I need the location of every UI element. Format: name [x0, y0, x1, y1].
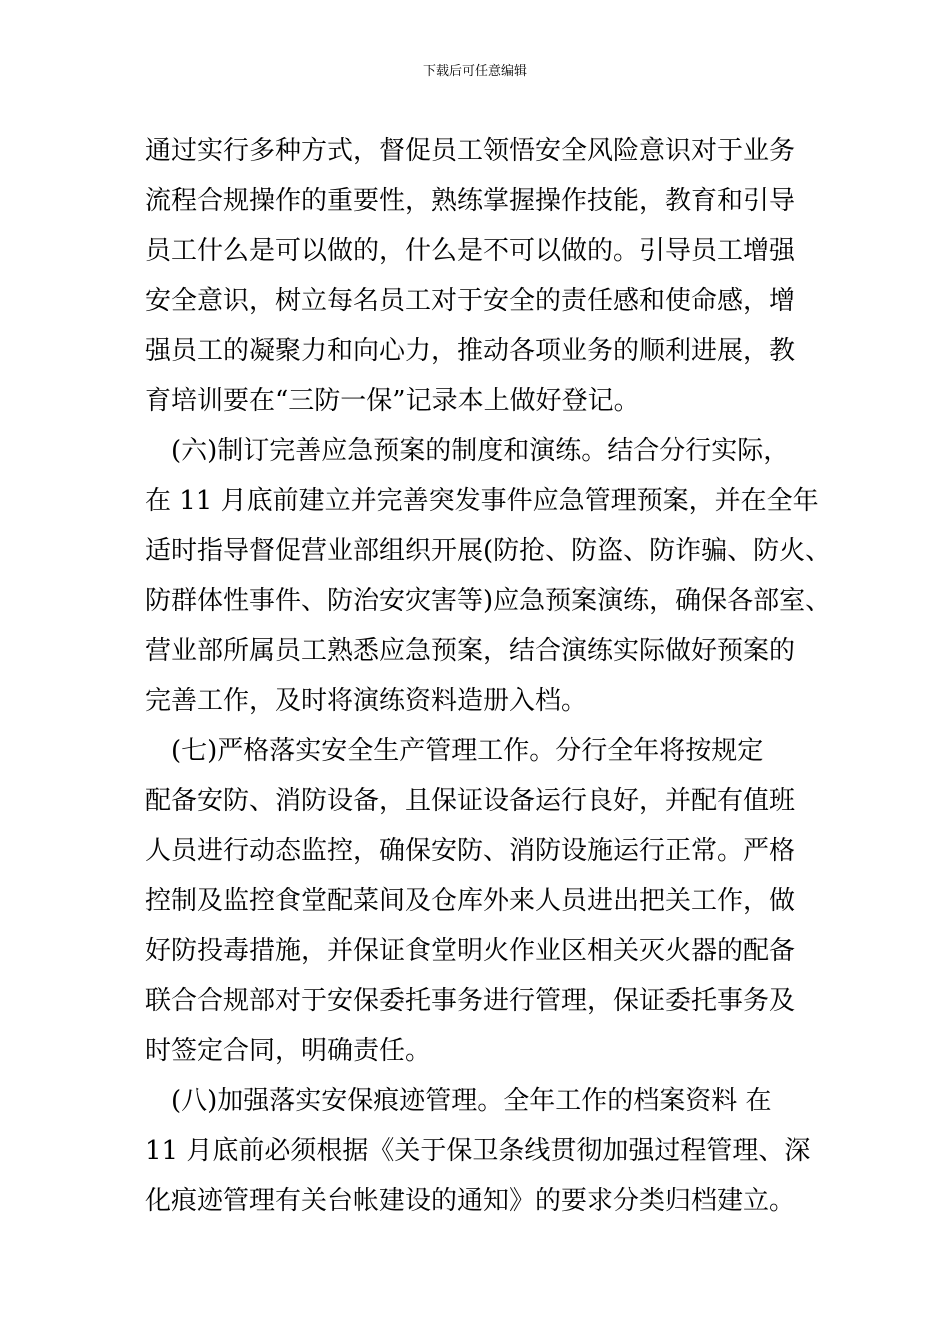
- body-line: 营业部所属员工熟悉应急预案，结合演练实际做好预案的: [145, 636, 796, 666]
- body-line: 完善工作，及时将演练资料造册入档。: [145, 686, 588, 716]
- body-line: 11 月底前必须根据《关于保卫条线贯彻加强过程管理、深: [145, 1136, 811, 1166]
- body-line: 防群体性事件、防治安灾害等)应急预案演练，确保各部室、: [145, 586, 832, 616]
- body-line: 在 11 月底前建立并完善突发事件应急管理预案，并在全年: [145, 486, 819, 516]
- body-line: 时签定合同，明确责任。: [145, 1036, 432, 1066]
- document-body: [145, 126, 832, 1226]
- body-line: (八)加强落实安保痕迹管理。全年工作的档案资料 在: [145, 1086, 772, 1116]
- body-line: 控制及监控食堂配菜间及仓库外来人员进出把关工作，做: [145, 886, 796, 916]
- body-line: 适时指导督促营业部组织开展(防抢、防盗、防诈骗、防火、: [145, 536, 832, 566]
- body-line: 流程合规操作的重要性，熟练掌握操作技能，教育和引导: [145, 186, 796, 216]
- body-line: 员工什么是可以做的，什么是不可以做的。引导员工增强: [145, 236, 796, 266]
- page-header-note: 下载后可任意编辑: [422, 64, 527, 79]
- body-line: 安全意识，树立每名员工对于安全的责任感和使命感，增: [145, 286, 796, 316]
- body-line: 人员进行动态监控，确保安防、消防设施运行正常。严格: [145, 836, 796, 866]
- body-line: 联合合规部对于安保委托事务进行管理，保证委托事务及: [145, 986, 796, 1016]
- body-line: 通过实行多种方式，督促员工领悟安全风险意识对于业务: [145, 136, 796, 166]
- body-line: 化痕迹管理有关台帐建设的通知》的要求分类归档建立。: [145, 1186, 796, 1216]
- body-line: 强员工的凝聚力和向心力，推动各项业务的顺利进展，教: [145, 336, 796, 366]
- body-line: 配备安防、消防设备，且保证设备运行良好，并配有值班: [145, 786, 796, 816]
- body-line: (七)严格落实安全生产管理工作。分行全年将按规定: [145, 736, 764, 766]
- body-line: (六)制订完善应急预案的制度和演练。结合分行实际，: [145, 436, 790, 466]
- body-line: 育培训要在“三防一保”记录本上做好登记。: [145, 386, 640, 416]
- body-line: 好防投毒措施，并保证食堂明火作业区相关灭火器的配备: [145, 936, 796, 966]
